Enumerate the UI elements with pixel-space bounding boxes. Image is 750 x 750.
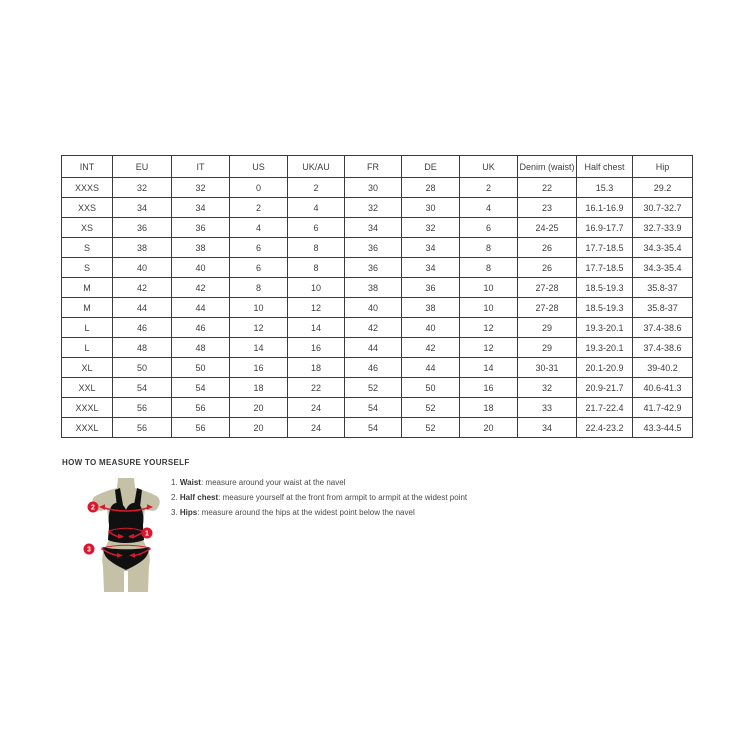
table-cell: 28 — [402, 178, 460, 198]
table-body — [62, 178, 693, 438]
table-cell: 30-31 — [518, 358, 577, 378]
table-cell: 40 — [402, 318, 460, 338]
step-number: 2. — [171, 493, 180, 502]
table-cell: 43.3-44.5 — [633, 418, 693, 438]
table-cell: 52 — [402, 418, 460, 438]
step-number: 1. — [171, 478, 180, 487]
table-cell: 30 — [345, 178, 402, 198]
measure-guide-heading: HOW TO MEASURE YOURSELF — [62, 458, 190, 467]
table-cell: 56 — [172, 398, 230, 418]
table-cell: 44 — [402, 358, 460, 378]
table-cell: 44 — [172, 298, 230, 318]
waist-badge — [142, 528, 153, 539]
table-cell: 50 — [113, 358, 172, 378]
table-cell: 29 — [518, 318, 577, 338]
table-cell: 8 — [460, 258, 518, 278]
table-row — [62, 398, 693, 418]
table-row — [62, 378, 693, 398]
table-cell: 14 — [460, 358, 518, 378]
table-cell: 42 — [172, 278, 230, 298]
column-header: UK — [460, 156, 518, 178]
column-header: EU — [113, 156, 172, 178]
table-cell: 12 — [230, 318, 288, 338]
measure-steps — [171, 475, 467, 520]
step-text: : measure around your waist at the navel — [200, 478, 346, 487]
column-header: FR — [345, 156, 402, 178]
table-cell: 10 — [288, 278, 345, 298]
table-cell: XXXL — [62, 418, 113, 438]
table-cell: 16.1-16.9 — [577, 198, 633, 218]
column-header: DE — [402, 156, 460, 178]
table-cell: XXXL — [62, 398, 113, 418]
table-cell: 44 — [345, 338, 402, 358]
table-cell: 38 — [345, 278, 402, 298]
table-cell: 34.3-35.4 — [633, 258, 693, 278]
column-header: IT — [172, 156, 230, 178]
table-cell: 29 — [518, 338, 577, 358]
table-row — [62, 298, 693, 318]
table-cell: 12 — [288, 298, 345, 318]
table-cell: 10 — [230, 298, 288, 318]
table-cell: 20 — [460, 418, 518, 438]
table-cell: 32.7-33.9 — [633, 218, 693, 238]
table-row — [62, 178, 693, 198]
table-cell: 8 — [460, 238, 518, 258]
table-cell: 54 — [345, 418, 402, 438]
table-cell: 34 — [113, 198, 172, 218]
table-cell: 6 — [460, 218, 518, 238]
table-cell: 42 — [402, 338, 460, 358]
step-label: Waist — [179, 478, 201, 487]
table-cell: 16 — [460, 378, 518, 398]
size-chart-table — [61, 155, 693, 438]
table-cell: 36 — [172, 218, 230, 238]
table-cell: 34 — [402, 258, 460, 278]
table-cell: 21.7-22.4 — [577, 398, 633, 418]
table-cell: 2 — [460, 178, 518, 198]
table-cell: 37.4-38.6 — [633, 318, 693, 338]
table-row — [62, 218, 693, 238]
table-cell: 4 — [288, 198, 345, 218]
table-cell: 17.7-18.5 — [577, 258, 633, 278]
table-cell: 18 — [230, 378, 288, 398]
table-cell: 41.7-42.9 — [633, 398, 693, 418]
table-cell: 38 — [172, 238, 230, 258]
table-cell: 32 — [518, 378, 577, 398]
table-cell: 40.6-41.3 — [633, 378, 693, 398]
table-cell: 32 — [172, 178, 230, 198]
table-cell: 12 — [460, 338, 518, 358]
table-row — [62, 358, 693, 378]
table-cell: 35.8-37 — [633, 278, 693, 298]
table-cell: 30.7-32.7 — [633, 198, 693, 218]
table-cell: 12 — [460, 318, 518, 338]
table-cell: 32 — [345, 198, 402, 218]
table-cell: 16 — [288, 338, 345, 358]
table-cell: 24 — [288, 418, 345, 438]
column-header: INT — [62, 156, 113, 178]
table-cell: 16 — [230, 358, 288, 378]
table-cell: 48 — [172, 338, 230, 358]
table-row — [62, 198, 693, 218]
table-cell: 14 — [230, 338, 288, 358]
column-header: UK/AU — [288, 156, 345, 178]
table-cell: 20 — [230, 418, 288, 438]
table-cell: 18.5-19.3 — [577, 278, 633, 298]
table-row — [62, 318, 693, 338]
table-cell: 22 — [518, 178, 577, 198]
table-cell: 34 — [172, 198, 230, 218]
table-cell: 27-28 — [518, 278, 577, 298]
table-cell: 52 — [345, 378, 402, 398]
table-row — [62, 278, 693, 298]
table-cell: 10 — [460, 298, 518, 318]
table-cell: 32 — [113, 178, 172, 198]
measure-step — [171, 490, 467, 505]
table-cell: XXXS — [62, 178, 113, 198]
table-cell: 8 — [288, 238, 345, 258]
table-cell: XS — [62, 218, 113, 238]
table-row — [62, 238, 693, 258]
table-cell: 36 — [345, 258, 402, 278]
table-cell: 39-40.2 — [633, 358, 693, 378]
table-cell: 56 — [172, 418, 230, 438]
table-cell: 34.3-35.4 — [633, 238, 693, 258]
table-cell: 15.3 — [577, 178, 633, 198]
table-cell: M — [62, 298, 113, 318]
table-cell: 20.1-20.9 — [577, 358, 633, 378]
step-text: : measure around the hips at the widest point below the navel — [197, 508, 415, 517]
table-cell: 33 — [518, 398, 577, 418]
table-row — [62, 258, 693, 278]
table-cell: 42 — [113, 278, 172, 298]
table-cell: 36 — [113, 218, 172, 238]
table-cell: 36 — [345, 238, 402, 258]
table-cell: 19.3-20.1 — [577, 318, 633, 338]
table-cell: 42 — [345, 318, 402, 338]
measure-step — [171, 505, 467, 520]
table-cell: 50 — [172, 358, 230, 378]
table-cell: 6 — [230, 258, 288, 278]
table-cell: 36 — [402, 278, 460, 298]
table-cell: 40 — [172, 258, 230, 278]
table-cell: 14 — [288, 318, 345, 338]
table-cell: M — [62, 278, 113, 298]
table-cell: 22 — [288, 378, 345, 398]
table-cell: 56 — [113, 398, 172, 418]
table-cell: 4 — [460, 198, 518, 218]
table-cell: 38 — [402, 298, 460, 318]
table-cell: 18.5-19.3 — [577, 298, 633, 318]
table-row — [62, 418, 693, 438]
table-cell: 8 — [230, 278, 288, 298]
table-cell: 6 — [230, 238, 288, 258]
table-cell: 20.9-21.7 — [577, 378, 633, 398]
step-text: : measure yourself at the front from armpit to armpit at the widest point — [218, 493, 468, 502]
table-cell: S — [62, 238, 113, 258]
table-cell: 35.8-37 — [633, 298, 693, 318]
table-cell: 56 — [113, 418, 172, 438]
table-cell: XXL — [62, 378, 113, 398]
step-number: 3. — [171, 508, 180, 517]
table-header-row — [62, 156, 693, 178]
chest-badge-number: 2 — [91, 504, 95, 512]
table-cell: 10 — [460, 278, 518, 298]
column-header: Hip — [633, 156, 693, 178]
table-cell: 54 — [345, 398, 402, 418]
table-cell: 27-28 — [518, 298, 577, 318]
table-cell: 30 — [402, 198, 460, 218]
table-cell: 23 — [518, 198, 577, 218]
table-cell: 6 — [288, 218, 345, 238]
table-cell: L — [62, 318, 113, 338]
table-cell: 54 — [172, 378, 230, 398]
table-cell: 22.4-23.2 — [577, 418, 633, 438]
chest-badge — [88, 502, 99, 513]
table-cell: XXS — [62, 198, 113, 218]
table-cell: 16.9-17.7 — [577, 218, 633, 238]
table-cell: 8 — [288, 258, 345, 278]
table-cell: 2 — [230, 198, 288, 218]
table-cell: XL — [62, 358, 113, 378]
table-cell: 4 — [230, 218, 288, 238]
measure-step — [171, 475, 467, 490]
table-cell: 26 — [518, 258, 577, 278]
table-cell: 38 — [113, 238, 172, 258]
table-cell: S — [62, 258, 113, 278]
column-header: Denim (waist) — [518, 156, 577, 178]
waist-badge-number: 1 — [145, 530, 149, 538]
table-cell: 40 — [345, 298, 402, 318]
table-cell: 46 — [172, 318, 230, 338]
step-label: Hips — [179, 508, 198, 517]
table-cell: 2 — [288, 178, 345, 198]
table-cell: 19.3-20.1 — [577, 338, 633, 358]
table-cell: 46 — [113, 318, 172, 338]
table-cell: 17.7-18.5 — [577, 238, 633, 258]
table-cell: 29.2 — [633, 178, 693, 198]
table-cell: 34 — [402, 238, 460, 258]
table-cell: 40 — [113, 258, 172, 278]
table-cell: 32 — [402, 218, 460, 238]
table-cell: 20 — [230, 398, 288, 418]
hips-badge-number: 3 — [87, 546, 91, 554]
table-cell: 24 — [288, 398, 345, 418]
table-cell: 26 — [518, 238, 577, 258]
hips-badge — [84, 544, 95, 555]
step-label: Half chest — [179, 493, 219, 502]
table-row — [62, 338, 693, 358]
table-cell: 37.4-38.6 — [633, 338, 693, 358]
table-cell: 0 — [230, 178, 288, 198]
column-header: US — [230, 156, 288, 178]
table-cell: 50 — [402, 378, 460, 398]
table-header — [62, 156, 693, 178]
table-cell: 18 — [460, 398, 518, 418]
table-cell: 24-25 — [518, 218, 577, 238]
measurement-figure — [72, 468, 172, 595]
table-cell: 34 — [345, 218, 402, 238]
column-header: Half chest — [577, 156, 633, 178]
table-cell: 34 — [518, 418, 577, 438]
table-cell: 54 — [113, 378, 172, 398]
table-cell: 52 — [402, 398, 460, 418]
table-cell: L — [62, 338, 113, 358]
table-cell: 46 — [345, 358, 402, 378]
table-cell: 48 — [113, 338, 172, 358]
table-cell: 18 — [288, 358, 345, 378]
table-cell: 44 — [113, 298, 172, 318]
